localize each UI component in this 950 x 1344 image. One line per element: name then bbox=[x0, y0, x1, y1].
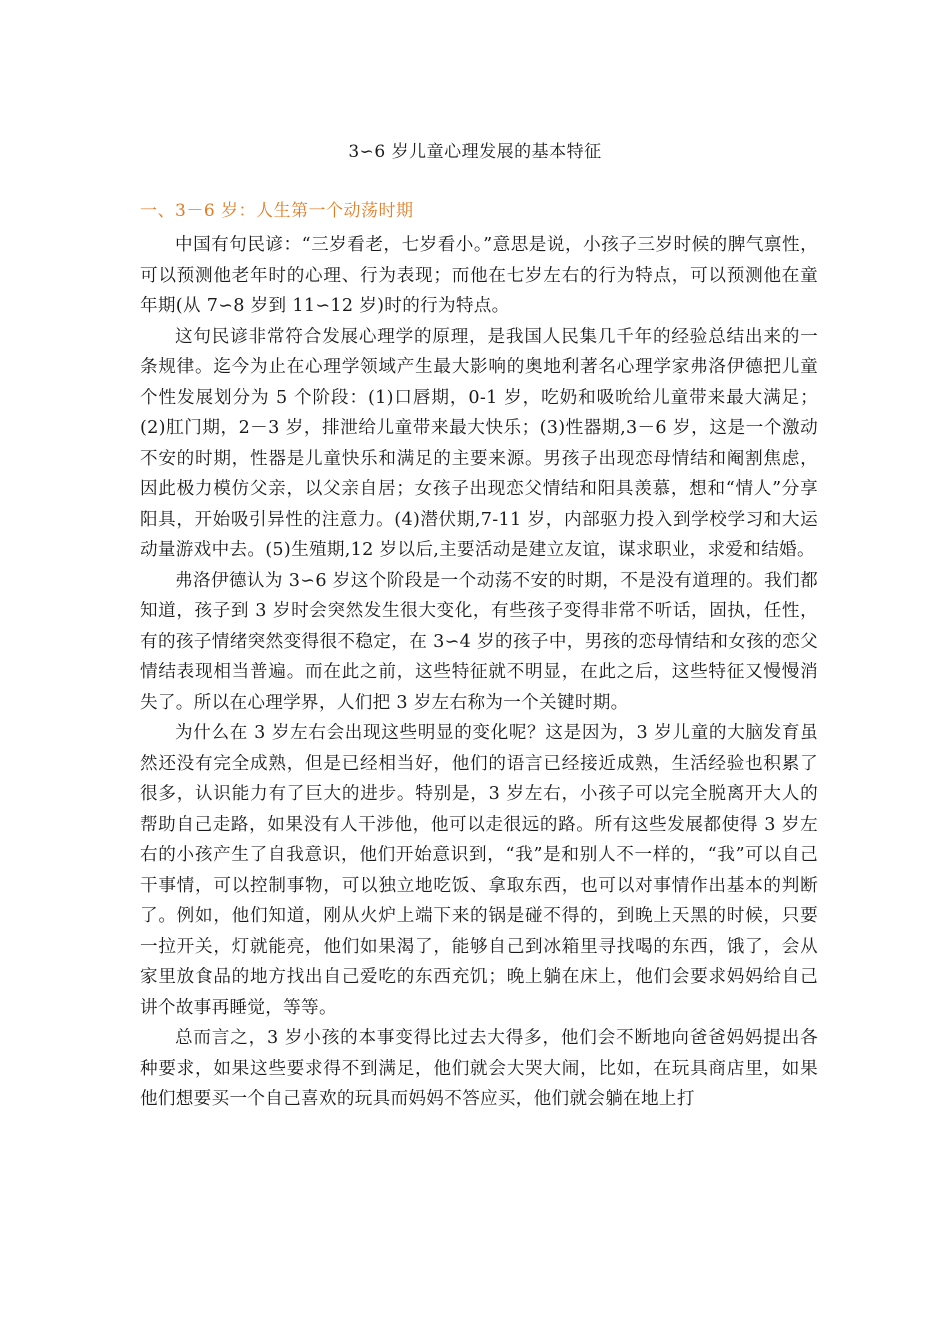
paragraph-2: 这句民谚非常符合发展心理学的原理，是我国人民集几千年的经验总结出来的一条规律。迄今为止在心理学领域产生最大影响的奥地利著名心理学家弗洛伊德把儿童个性发展划分为 5 个阶段：(1)口唇期，0-1 岁，吃奶和吸吮给儿童带来最大满足；(2)肛门期，2－3 岁，排泄给儿童带来最大快乐；(3)性器期,3－6 岁，这是一个激动不安的时期，性器是儿童快乐和满足的主要来源。男孩子出现恋母情结和阉割焦虑，因此极力模仿父亲，以父亲自居；女孩子出现恋父情结和阳具羡慕，想和“情人”分享阳具，开始吸引异性的注意力。(4)潜伏期,7-11 岁，内部驱力投入到学校学习和大运动量游戏中去。(5)生殖期,12 岁以后,主要活动是建立友谊，谋求职业，求爱和结婚。 bbox=[140, 326, 818, 560]
paragraph-1: 中国有句民谚：“三岁看老，七岁看小。”意思是说，小孩子三岁时候的脾气禀性，可以预测他老年时的心理、行为表现；而他在七岁左右的行为特点，可以预测他在童年期(从 7∽8 岁到 11∽12 岁)时的行为特点。 bbox=[140, 235, 818, 316]
paragraph-3: 弗洛伊德认为 3∽6 岁这个阶段是一个动荡不安的时期，不是没有道理的。我们都知道，孩子到 3 岁时会突然发生很大变化，有些孩子变得非常不听话，固执，任性，有的孩子情绪突然变得很不稳定，在 3∽4 岁的孩子中，男孩的恋母情结和女孩的恋父情结表现相当普遍。而在此之前，这些特征就不明显，在此之后，这些特征又慢慢消失了。所以在心理学界，人们把 3 岁左右称为一个关键时期。 bbox=[140, 570, 818, 713]
document-title: 3∽6 岁儿童心理发展的基本特征 bbox=[348, 142, 602, 162]
document-body bbox=[140, 230, 818, 1115]
section-heading: 一、3－6 岁：人生第一个动荡时期 bbox=[140, 201, 414, 221]
paragraph-5: 总而言之，3 岁小孩的本事变得比过去大得多，他们会不断地向爸爸妈妈提出各种要求，如果这些要求得不到满足，他们就会大哭大闹，比如，在玩具商店里，如果他们想要买一个自己喜欢的玩具而妈妈不答应买，他们就会躺在地上打 bbox=[140, 1028, 818, 1109]
paragraph-4: 为什么在 3 岁左右会出现这些明显的变化呢？这是因为，3 岁儿童的大脑发育虽然还没有完全成熟，但是已经相当好，他们的语言已经接近成熟，生活经验也积累了很多，认识能力有了巨大的进步。特别是，3 岁左右，小孩子可以完全脱离开大人的帮助自己走路，如果没有人干涉他，他可以走很远的路。所有这些发展都使得 3 岁左右的小孩产生了自我意识，他们开始意识到，“我”是和别人不一样的，“我”可以自己干事情，可以控制事物，可以独立地吃饭、拿取东西，也可以对事情作出基本的判断了。例如，他们知道，刚从火炉上端下来的锅是碰不得的，到晚上天黑的时候，只要一拉开关，灯就能亮，他们如果渴了，能够自己到冰箱里寻找喝的东西，饿了，会从家里放食品的地方找出自己爱吃的东西充饥；晚上躺在床上，他们会要求妈妈给自己讲个故事再睡觉，等等。 bbox=[140, 723, 818, 1018]
